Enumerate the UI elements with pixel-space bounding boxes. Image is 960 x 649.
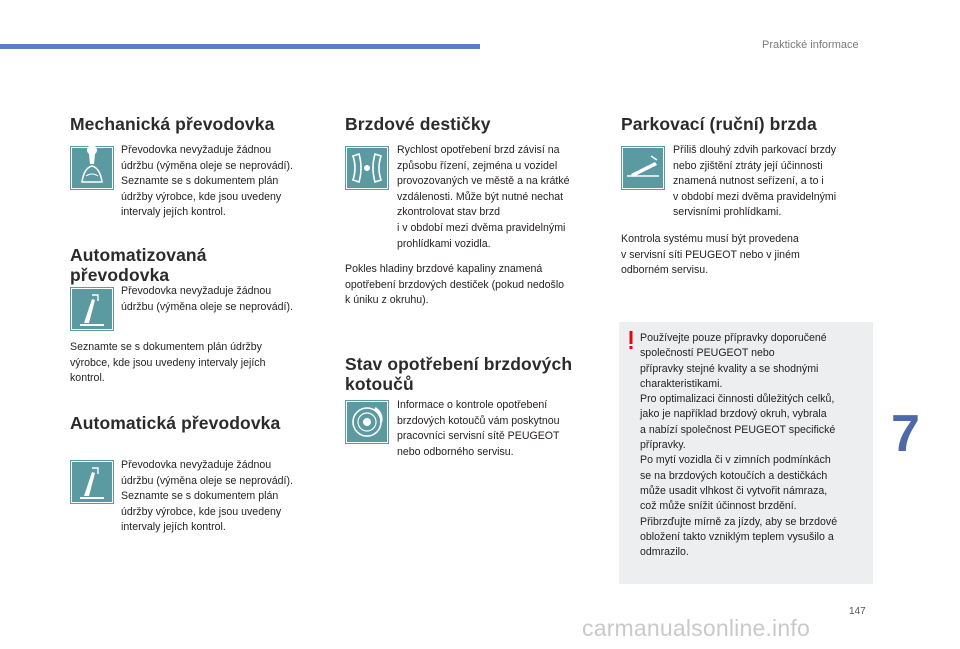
automated-gearbox-text-2: Seznamte se s dokumentem plán údržby výrobce, kde jsou uvedeny intervaly jejích kontrol.: [70, 341, 266, 385]
automated-gearbox-title: Automatizovaná převodovka: [70, 245, 207, 285]
manual-gearbox-title: Mechanická převodovka: [70, 114, 275, 134]
brake-discs-text: Informace o kontrole opotřebení brzdových kotoučů vám poskytnou pracovníci servisní sítě PEUGEOT nebo odborného servisu.: [397, 399, 560, 458]
brake-pads-text-2: Pokles hladiny brzdové kapaliny znamená opotřebení brzdových destiček (pokud nedošlo k úniku z okruhu).: [345, 263, 565, 307]
parking-brake-text-2: Kontrola systému musí být provedena v servisní síti PEUGEOT nebo v jiném odborném servisu.: [621, 233, 800, 277]
warning-text: Používejte pouze přípravky doporučené společností PEUGEOT nebo přípravky stejné kvality a se shodnými charakteristikami. Pro optimalizaci činnosti důležitých celků, jako je například brzdový okruh, vybrala a nabízí společnost PEUGEOT specifické přípravky. Po mytí vozidla či v zimních podmínkách se na brzdových kotoučích a destičkách může usadit vlhkost či vytvořit námraza, což může snížit účinnost brzdění. Přibrzďujte mírně za jízdy, aby se brzdové obložení takto vzniklým teplem vysušilo a odmrazilo.: [640, 332, 838, 559]
chapter-number: 7: [891, 405, 920, 463]
gear-lever-icon: [70, 287, 114, 331]
gear-lever-icon: [70, 146, 114, 190]
brake-pads-title: Brzdové destičky: [345, 114, 491, 134]
automatic-gearbox-title: Automatická převodovka: [70, 413, 281, 433]
parking-brake-title: Parkovací (ruční) brzda: [621, 114, 817, 134]
brake-discs-title: Stav opotřebení brzdových kotoučů: [345, 354, 573, 394]
watermark: carmanualsonline.info: [582, 615, 810, 641]
warning-exclamation-icon: [629, 331, 633, 349]
manual-gearbox-text: Převodovka nevyžaduje žádnou údržbu (výměna oleje se neprovádí). Seznamte se s dokumentem plán údržby výrobce, kde jsou uvedeny intervaly jejích kontrol.: [121, 144, 293, 219]
section-title: Praktické informace: [762, 39, 859, 51]
automated-gearbox-text: Převodovka nevyžaduje žádnou údržbu (výměna oleje se neprovádí).: [121, 285, 293, 313]
parking-brake-icon: [621, 146, 665, 190]
brake-disc-icon: [345, 400, 389, 444]
automatic-gearbox-text: Převodovka nevyžaduje žádnou údržbu (výměna oleje se neprovádí). Seznamte se s dokumentem plán údržby výrobce, kde jsou uvedeny intervaly jejích kontrol.: [121, 459, 293, 534]
parking-brake-text: Příliš dlouhý zdvih parkovací brzdy nebo zjištění ztráty její účinnosti znamená nutnost seřízení, a to i v období mezi dvěma pravidelnými servisními prohlídkami.: [673, 144, 837, 219]
page-number: 147: [849, 606, 866, 617]
brake-pads-icon: [345, 146, 389, 190]
brake-pads-text: Rychlost opotřebení brzd závisí na způsobu řízení, zejména u vozidel provozovaných ve městě a na krátké vzdálenosti. Může být nutné nechat zkontrolovat stav brzd i v období mezi dvěma pravidelnými prohlídkami vozidla.: [397, 144, 570, 250]
gear-lever-icon: [70, 460, 114, 504]
top-accent-bar: [0, 44, 480, 49]
